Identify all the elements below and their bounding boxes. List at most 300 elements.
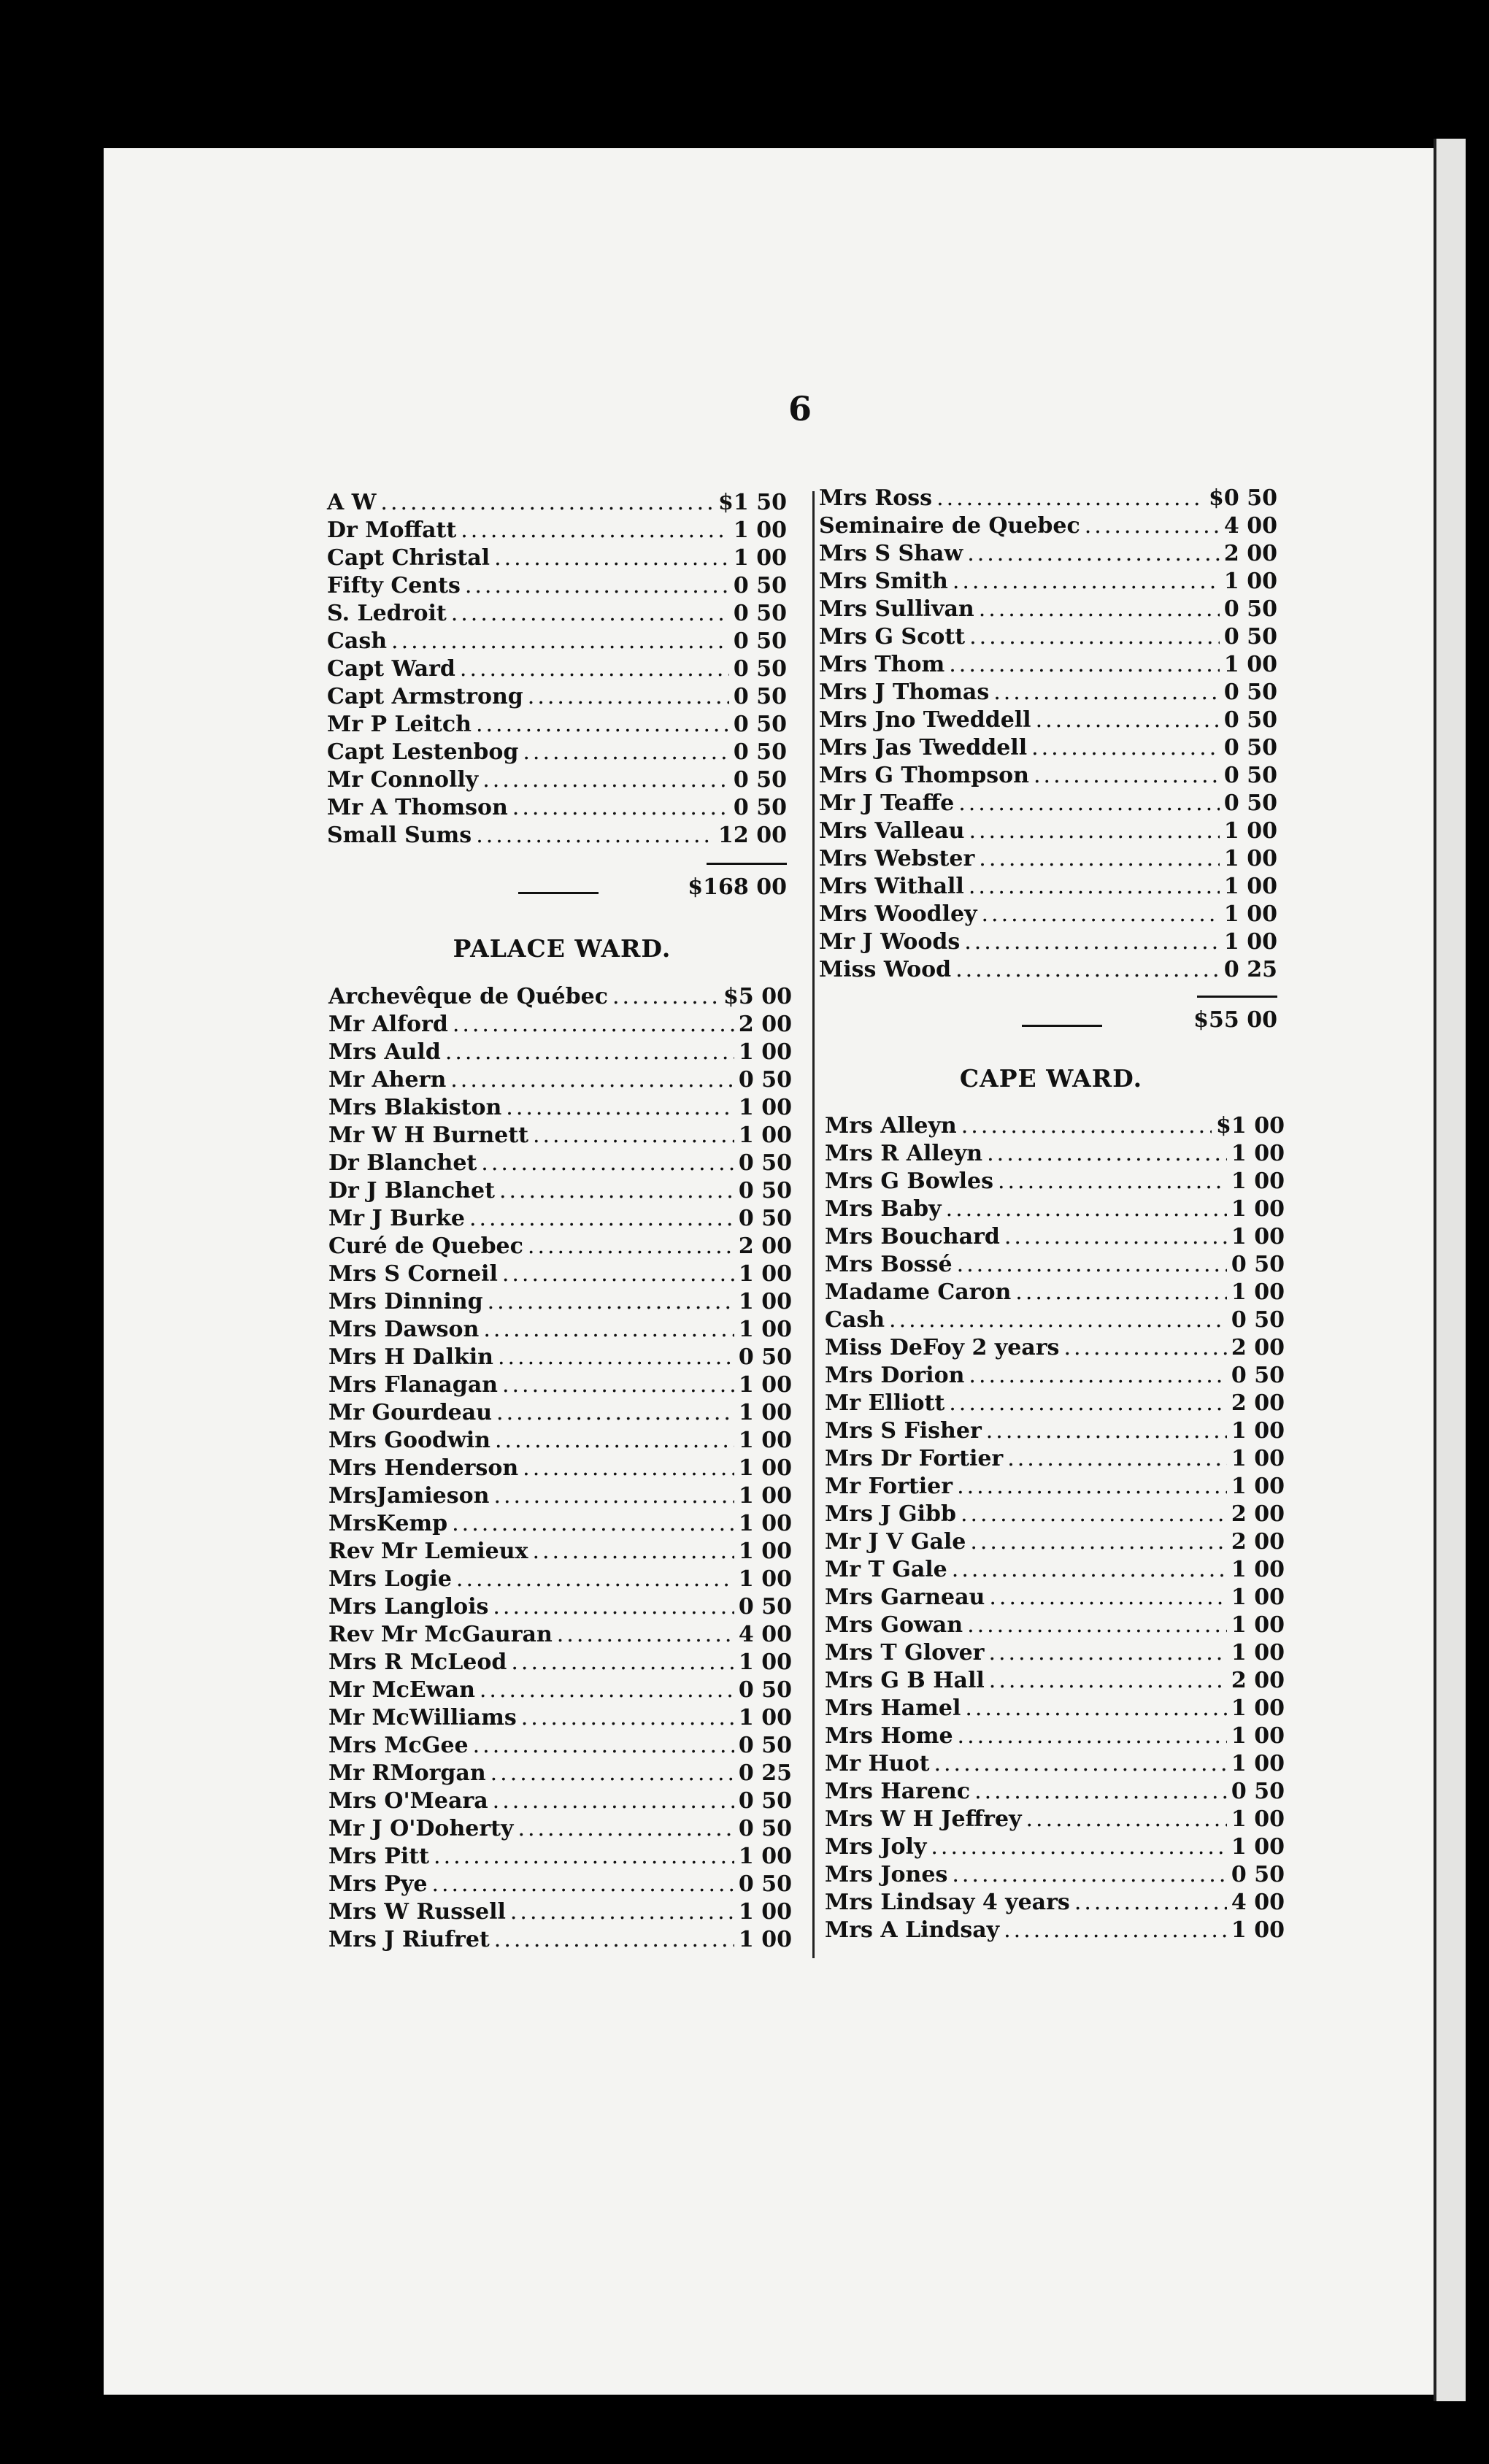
cape-ward-row — [825, 1889, 1285, 1917]
cape-ward-row — [825, 1695, 1285, 1722]
palace-ward-row — [328, 1066, 792, 1094]
palace-ward-row — [328, 1205, 792, 1233]
donor-name: Mrs Dinning — [328, 1289, 483, 1314]
left-total-rule — [707, 863, 787, 865]
donation-amount: 0 50 — [738, 1871, 792, 1897]
palace-ward-row — [328, 1871, 792, 1898]
dot-leader — [958, 790, 1220, 817]
donor-name: Rev Mr Lemieux — [328, 1539, 528, 1564]
left-total-short-rule — [518, 892, 599, 894]
palace-ward-row — [328, 1760, 792, 1787]
donor-name: Seminaire de Quebec — [819, 513, 1080, 539]
dot-leader — [969, 1362, 1227, 1390]
right-top-row — [819, 679, 1277, 707]
dot-leader — [460, 655, 729, 683]
dot-leader — [465, 572, 729, 600]
donor-name: Mrs J Riufret — [328, 1927, 490, 1952]
donation-amount: 1 00 — [738, 1844, 792, 1869]
donation-amount: 0 50 — [1231, 1252, 1285, 1277]
donor-name: Mrs Logie — [328, 1566, 452, 1592]
palace-ward-row — [328, 1150, 792, 1177]
donation-amount: 1 00 — [1223, 929, 1277, 955]
donor-name: Dr J Blanchet — [328, 1178, 495, 1204]
donor-name: Mrs Auld — [328, 1039, 441, 1065]
donation-amount: 0 50 — [733, 739, 787, 765]
donation-amount: 0 50 — [738, 1788, 792, 1814]
donation-amount: 0 50 — [738, 1206, 792, 1231]
donation-amount: 1 00 — [1231, 1169, 1285, 1194]
dot-leader — [949, 651, 1220, 679]
donation-amount: 1 00 — [738, 1372, 792, 1398]
left-top-row — [327, 739, 787, 766]
donor-name: Mrs G B Hall — [825, 1668, 985, 1693]
dot-leader — [450, 1066, 734, 1094]
cape-ward-row — [825, 1140, 1285, 1168]
donor-name: Mr J Burke — [328, 1206, 465, 1231]
donation-amount: $0 50 — [1209, 485, 1277, 511]
dot-leader — [931, 1833, 1227, 1861]
dot-leader — [961, 1112, 1212, 1140]
dot-leader — [391, 628, 729, 655]
dot-leader — [445, 1039, 734, 1066]
dot-leader — [469, 1205, 734, 1233]
donation-amount: 0 50 — [733, 628, 787, 654]
left-top-row — [327, 655, 787, 683]
donor-name: Miss Wood — [819, 957, 952, 982]
palace-ward-row — [328, 1177, 792, 1205]
donation-amount: 1 00 — [1223, 818, 1277, 844]
donation-amount: 1 00 — [738, 1899, 792, 1925]
dot-leader — [986, 1417, 1227, 1445]
dot-leader — [431, 1871, 734, 1898]
dot-leader — [482, 766, 729, 794]
donation-amount: 1 00 — [1231, 1695, 1285, 1721]
donor-name: Mrs Bouchard — [825, 1224, 1000, 1250]
donation-amount: 2 00 — [738, 1012, 792, 1037]
donor-name: Mrs W H Jeffrey — [825, 1806, 1022, 1832]
donation-amount: 1 00 — [1231, 1474, 1285, 1499]
cape-ward-row — [825, 1778, 1285, 1806]
cape-ward-row — [825, 1306, 1285, 1334]
donor-name: Mrs Dorion — [825, 1363, 965, 1388]
donor-name: Mrs Garneau — [825, 1585, 985, 1610]
donor-name: Mrs Jas Tweddell — [819, 735, 1028, 761]
left-top-list — [327, 489, 787, 850]
donation-amount: 1 00 — [1223, 901, 1277, 927]
donor-name: Capt Ward — [327, 656, 455, 682]
cape-ward-row — [825, 1112, 1285, 1140]
donation-amount: 0 50 — [738, 1067, 792, 1093]
donation-amount: 1 00 — [1231, 1446, 1285, 1471]
right-top-row — [819, 790, 1277, 817]
donation-amount: 0 50 — [738, 1677, 792, 1703]
donation-amount: 1 00 — [1231, 1141, 1285, 1166]
dot-leader — [949, 1390, 1227, 1417]
right-top-row — [819, 540, 1277, 568]
donor-name: Mrs Jno Tweddell — [819, 707, 1031, 733]
donation-amount: 1 00 — [738, 1317, 792, 1342]
donor-name: Mrs J Thomas — [819, 679, 990, 705]
dot-leader — [957, 1251, 1227, 1279]
right-top-row — [819, 956, 1277, 984]
donor-name: Mrs G Scott — [819, 624, 966, 650]
donor-name: Fifty Cents — [327, 573, 461, 598]
donation-amount: 1 00 — [738, 1927, 792, 1952]
right-top-row — [819, 651, 1277, 679]
palace-ward-row — [328, 1649, 792, 1676]
palace-ward-row — [328, 1704, 792, 1732]
right-total-short-rule — [1022, 1025, 1102, 1027]
donor-name: Mrs Lindsay 4 years — [825, 1890, 1070, 1915]
donor-name: Mrs Harenc — [825, 1779, 971, 1804]
donation-amount: 0 50 — [733, 656, 787, 682]
donation-amount: 2 00 — [1231, 1529, 1285, 1555]
palace-ward-row — [328, 1316, 792, 1344]
donor-name: Archevêque de Québec — [328, 984, 608, 1009]
cape-ward-row — [825, 1390, 1285, 1417]
dot-leader — [533, 1122, 734, 1150]
donation-amount: 1 00 — [1231, 1196, 1285, 1222]
donation-amount: 0 50 — [738, 1344, 792, 1370]
donor-name: Mrs Sullivan — [819, 596, 974, 622]
donor-name: Mrs Dawson — [328, 1317, 480, 1342]
palace-ward-row — [328, 1843, 792, 1871]
column-divider — [812, 491, 815, 1958]
donor-name: Mrs H Dalkin — [328, 1344, 493, 1370]
dot-leader — [952, 1556, 1227, 1584]
dot-leader — [510, 1898, 734, 1926]
donation-amount: 1 00 — [1223, 846, 1277, 871]
donation-amount: 1 00 — [738, 1095, 792, 1120]
donation-amount: 1 00 — [1223, 874, 1277, 899]
dot-leader — [953, 568, 1220, 596]
dot-leader — [523, 1455, 734, 1482]
donor-name: Mrs Pitt — [328, 1844, 430, 1869]
right-top-row — [819, 873, 1277, 901]
dot-leader — [452, 1510, 734, 1538]
donation-amount: 1 00 — [1223, 569, 1277, 594]
donor-name: Mr J Teaffe — [819, 790, 955, 816]
donor-name: A W — [327, 490, 377, 515]
left-top-row — [327, 766, 787, 794]
donation-amount: 0 50 — [733, 767, 787, 793]
donation-amount: 2 00 — [1231, 1668, 1285, 1693]
donor-name: Mrs Alleyn — [825, 1113, 957, 1139]
palace-ward-row — [328, 1898, 792, 1926]
donation-amount: 4 00 — [1231, 1890, 1285, 1915]
dot-leader — [965, 1695, 1227, 1722]
donor-name: Mrs G Bowles — [825, 1169, 993, 1194]
donation-amount: 1 00 — [738, 1539, 792, 1564]
right-top-row — [819, 623, 1277, 651]
dot-leader — [488, 1288, 734, 1316]
cape-ward-row — [825, 1196, 1285, 1223]
donor-name: Mrs Webster — [819, 846, 975, 871]
donor-name: Mrs Valleau — [819, 818, 965, 844]
cape-ward-row — [825, 1917, 1285, 1944]
donor-name: Mrs W Russell — [328, 1899, 506, 1925]
dot-leader — [952, 1861, 1227, 1889]
donor-name: Capt Lestenbog — [327, 739, 519, 765]
dot-leader — [528, 1233, 734, 1260]
left-top-total: $168 00 — [688, 874, 787, 900]
dot-leader — [1004, 1223, 1227, 1251]
palace-ward-row — [328, 1094, 792, 1122]
dot-leader — [1031, 734, 1220, 762]
dot-leader — [979, 845, 1220, 873]
cape-ward-list — [825, 1112, 1285, 1944]
dot-leader — [502, 1371, 734, 1399]
donation-amount: 0 50 — [1223, 624, 1277, 650]
left-top-row — [327, 489, 787, 517]
donor-name: Mrs Dr Fortier — [825, 1446, 1004, 1471]
dot-leader — [1015, 1279, 1227, 1306]
donor-name: Mrs S Corneil — [328, 1261, 498, 1287]
dot-leader — [967, 1612, 1227, 1639]
dot-leader — [957, 1473, 1227, 1501]
dot-leader — [511, 1649, 734, 1676]
dot-leader — [495, 1427, 734, 1455]
dot-leader — [1026, 1806, 1227, 1833]
dot-leader — [970, 1528, 1227, 1556]
donor-name: Dr Blanchet — [328, 1150, 477, 1176]
dot-leader — [557, 1621, 734, 1649]
donation-amount: 0 50 — [1231, 1307, 1285, 1333]
dot-leader — [958, 1722, 1227, 1750]
donor-name: Mrs Baby — [825, 1196, 942, 1222]
donation-amount: 1 00 — [738, 1511, 792, 1536]
dot-leader — [502, 1260, 734, 1288]
donation-amount: 1 00 — [1231, 1751, 1285, 1776]
donor-name: Mrs Flanagan — [328, 1372, 498, 1398]
donation-amount: 1 00 — [738, 1289, 792, 1314]
dot-leader — [987, 1140, 1227, 1168]
dot-leader — [451, 600, 729, 628]
right-top-row — [819, 928, 1277, 956]
dot-leader — [476, 711, 729, 739]
left-top-row — [327, 544, 787, 572]
donor-name: Mr Alford — [328, 1012, 448, 1037]
palace-ward-row — [328, 1926, 792, 1954]
donation-amount: 1 00 — [1231, 1640, 1285, 1666]
dot-leader — [380, 489, 714, 517]
donation-amount: 1 00 — [738, 1400, 792, 1425]
donor-name: MrsKemp — [328, 1511, 448, 1536]
right-top-list — [819, 485, 1277, 984]
donor-name: Mr Elliott — [825, 1390, 945, 1416]
palace-ward-heading: PALACE WARD. — [453, 934, 672, 963]
donation-amount: 2 00 — [1231, 1335, 1285, 1360]
donor-name: Mrs McGee — [328, 1733, 469, 1758]
donor-name: Mrs Bossé — [825, 1252, 953, 1277]
donation-amount: $5 00 — [723, 984, 792, 1009]
dot-leader — [434, 1843, 734, 1871]
donation-amount: 0 50 — [1223, 735, 1277, 761]
dot-leader — [989, 1584, 1227, 1612]
palace-ward-row — [328, 1455, 792, 1482]
cape-ward-row — [825, 1168, 1285, 1196]
cape-ward-row — [825, 1251, 1285, 1279]
palace-ward-row — [328, 1288, 792, 1316]
donor-name: Mrs Henderson — [328, 1455, 519, 1481]
cape-ward-row — [825, 1445, 1285, 1473]
donor-name: Mr J Woods — [819, 929, 961, 955]
left-top-row — [327, 794, 787, 822]
dot-leader — [476, 822, 714, 850]
dot-leader — [493, 1482, 734, 1510]
donation-amount: $1 00 — [1216, 1113, 1285, 1139]
donor-name: Mrs Jones — [825, 1862, 948, 1887]
donor-name: Mrs Hamel — [825, 1695, 961, 1721]
dot-leader — [528, 683, 729, 711]
donation-amount: 1 00 — [1231, 1612, 1285, 1638]
donor-name: Mrs R McLeod — [328, 1649, 507, 1675]
adjacent-page-edge — [1434, 139, 1466, 2401]
donor-name: Mr McEwan — [328, 1677, 475, 1703]
donation-amount: 0 50 — [1223, 679, 1277, 705]
donation-amount: 0 50 — [738, 1594, 792, 1620]
cape-ward-row — [825, 1334, 1285, 1362]
cape-ward-row — [825, 1584, 1285, 1612]
donor-name: Capt Armstrong — [327, 684, 523, 709]
dot-leader — [946, 1196, 1227, 1223]
dot-leader — [889, 1306, 1227, 1334]
donor-name: Cash — [825, 1307, 885, 1333]
right-top-row — [819, 485, 1277, 512]
donation-amount: 0 50 — [738, 1150, 792, 1176]
donation-amount: 1 00 — [738, 1261, 792, 1287]
right-top-row — [819, 568, 1277, 596]
donor-name: Miss DeFoy 2 years — [825, 1335, 1060, 1360]
donor-name: Mrs S Fisher — [825, 1418, 982, 1444]
donation-amount: 1 00 — [738, 1649, 792, 1675]
dot-leader — [989, 1667, 1227, 1695]
donor-name: MrsJamieson — [328, 1483, 490, 1509]
donation-amount: 2 00 — [1231, 1501, 1285, 1527]
right-top-row — [819, 901, 1277, 928]
donor-name: Mrs G Thompson — [819, 763, 1029, 788]
donor-name: Mr J V Gale — [825, 1529, 966, 1555]
donation-amount: 0 50 — [1231, 1779, 1285, 1804]
donor-name: Mr McWilliams — [328, 1705, 517, 1730]
palace-ward-row — [328, 1593, 792, 1621]
dot-leader — [481, 1150, 734, 1177]
donation-amount: 0 50 — [733, 601, 787, 626]
donation-amount: 0 50 — [738, 1178, 792, 1204]
cape-ward-row — [825, 1750, 1285, 1778]
cape-ward-row — [825, 1362, 1285, 1390]
dot-leader — [998, 1168, 1227, 1196]
donor-name: Mr T Gale — [825, 1557, 947, 1582]
donor-name: Mrs Pye — [328, 1871, 428, 1897]
donation-amount: 4 00 — [1223, 513, 1277, 539]
cape-ward-heading: CAPE WARD. — [959, 1064, 1143, 1093]
donor-name: Mr Connolly — [327, 767, 479, 793]
dot-leader — [506, 1094, 734, 1122]
donation-amount: 1 00 — [1231, 1557, 1285, 1582]
donor-name: Cash — [327, 628, 388, 654]
donation-amount: 1 00 — [738, 1428, 792, 1453]
dot-leader — [993, 679, 1220, 707]
donor-name: Mrs Thom — [819, 652, 945, 677]
donor-name: Mr Huot — [825, 1751, 930, 1776]
palace-ward-row — [328, 1676, 792, 1704]
dot-leader — [955, 956, 1220, 984]
dot-leader — [480, 1676, 734, 1704]
right-top-row — [819, 762, 1277, 790]
donation-amount: 1 00 — [1231, 1418, 1285, 1444]
right-total-rule — [1197, 996, 1277, 998]
dot-leader — [496, 1399, 734, 1427]
right-top-total: $55 00 — [1193, 1007, 1277, 1033]
left-top-row — [327, 600, 787, 628]
dot-leader — [967, 540, 1220, 568]
palace-ward-row — [328, 1399, 792, 1427]
donor-name: Mrs Blakiston — [328, 1095, 502, 1120]
page-number: 6 — [788, 389, 812, 428]
dot-leader — [518, 1815, 734, 1843]
donation-amount: 0 50 — [738, 1733, 792, 1758]
dot-leader — [934, 1750, 1226, 1778]
palace-ward-row — [328, 1566, 792, 1593]
dot-leader — [1034, 762, 1220, 790]
cape-ward-row — [825, 1639, 1285, 1667]
donation-amount: 0 50 — [1231, 1363, 1285, 1388]
dot-leader — [490, 1760, 734, 1787]
right-top-row — [819, 512, 1277, 540]
donor-name: Small Sums — [327, 823, 472, 848]
left-top-row — [327, 711, 787, 739]
donation-amount: 1 00 — [1231, 1585, 1285, 1610]
donor-name: Mrs Home — [825, 1723, 953, 1749]
donor-name: Mr P Leitch — [327, 712, 472, 737]
dot-leader — [612, 983, 719, 1011]
left-top-row — [327, 683, 787, 711]
palace-ward-row — [328, 1371, 792, 1399]
dot-leader — [969, 817, 1219, 845]
donation-amount: 1 00 — [733, 517, 787, 543]
dot-leader — [964, 928, 1220, 956]
dot-leader — [512, 794, 729, 822]
dot-leader — [483, 1316, 734, 1344]
dot-leader — [988, 1639, 1226, 1667]
cape-ward-row — [825, 1667, 1285, 1695]
donation-amount: 1 00 — [1231, 1279, 1285, 1305]
donation-amount: 0 50 — [1223, 763, 1277, 788]
left-top-row — [327, 517, 787, 544]
cape-ward-row — [825, 1501, 1285, 1528]
cape-ward-row — [825, 1833, 1285, 1861]
cape-ward-row — [825, 1528, 1285, 1556]
donation-amount: 1 00 — [1231, 1834, 1285, 1860]
donation-amount: 1 00 — [738, 1455, 792, 1481]
donation-amount: 1 00 — [738, 1566, 792, 1592]
donor-name: Mr Ahern — [328, 1067, 447, 1093]
donation-amount: 1 00 — [738, 1123, 792, 1148]
dot-leader — [453, 1011, 734, 1039]
left-top-row — [327, 822, 787, 850]
donor-name: Mr A Thomson — [327, 795, 508, 820]
donor-name: Mrs Gowan — [825, 1612, 963, 1638]
donor-name: Mrs J Gibb — [825, 1501, 956, 1527]
palace-ward-row — [328, 1344, 792, 1371]
donor-name: Mrs T Glover — [825, 1640, 985, 1666]
donation-amount: 4 00 — [738, 1622, 792, 1647]
donation-amount: 1 00 — [1231, 1723, 1285, 1749]
donation-amount: 0 50 — [1223, 707, 1277, 733]
right-top-row — [819, 707, 1277, 734]
donation-amount: 0 50 — [1231, 1862, 1285, 1887]
